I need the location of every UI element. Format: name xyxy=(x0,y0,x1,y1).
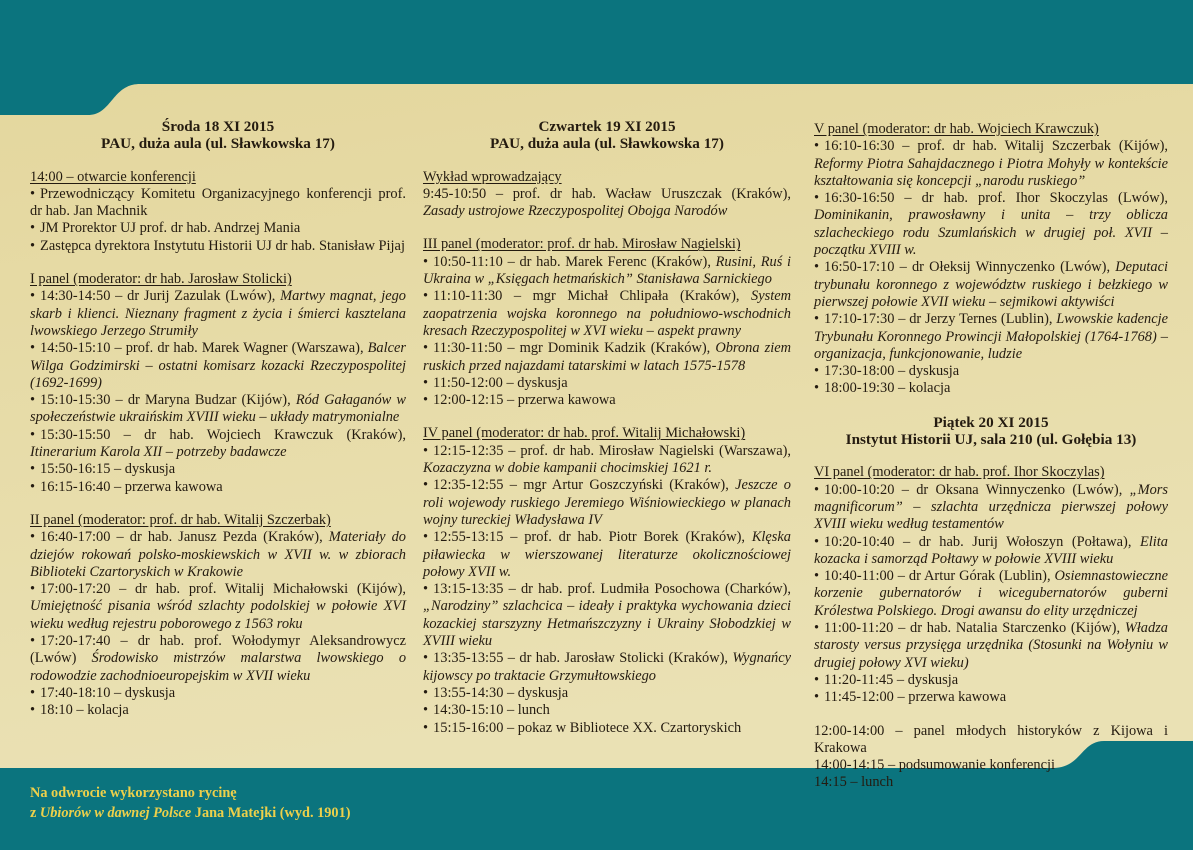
talk-info: 13:15-13:35 – dr hab. prof. Ludmiła Posochowa (Charków), xyxy=(433,581,791,598)
bullet-icon: • xyxy=(30,237,36,254)
program-section xyxy=(814,121,1168,398)
day-header xyxy=(30,118,406,153)
day-header xyxy=(814,414,1168,449)
program-item xyxy=(423,650,791,685)
program-item xyxy=(423,340,791,375)
talk-info: 12:55-13:15 – prof. dr hab. Piotr Borek (Kraków), xyxy=(433,529,752,546)
section-title: 14:00 – otwarcie konferencji xyxy=(30,168,196,185)
bullet-icon: • xyxy=(814,671,820,688)
bullet-icon: • xyxy=(423,392,429,409)
talk-info: 11:20-11:45 – dyskusja xyxy=(824,671,959,688)
talk-info: 17:00-17:20 – dr hab. prof. Witalij Michałowski (Kijów), xyxy=(40,581,406,598)
program-item xyxy=(423,254,791,289)
program-item xyxy=(814,723,1168,758)
bullet-icon: • xyxy=(30,340,36,357)
bullet-icon: • xyxy=(30,633,36,650)
talk-info: 15:30-15:50 – dr hab. Wojciech Krawczuk (Kraków), xyxy=(40,426,406,443)
bullet-icon: • xyxy=(814,481,820,498)
section-title: Wykład wprowadzający xyxy=(423,168,562,185)
bullet-icon: • xyxy=(30,426,36,443)
program-item xyxy=(423,685,791,702)
talk-title: Rusini, Ruś i Ukraina w „Księgach hetmańskich” Stanisława Sarnickiego xyxy=(423,253,791,288)
day-date: Środa 18 XI 2015 xyxy=(161,118,275,135)
talk-info: 13:35-13:55 – dr hab. Jarosław Stolicki (Kraków), xyxy=(433,650,733,667)
program-item xyxy=(30,633,406,685)
talk-title: Dominikanin, prawosławny i unita – trzy oblicza szlacheckiego rodu Szumlańskich w drugiej poł. XVII – początku XVIII w. xyxy=(814,207,1168,259)
talk-info: 11:30-11:50 – mgr Dominik Kadzik (Kraków), xyxy=(433,340,716,357)
bullet-icon: • xyxy=(814,363,820,380)
bullet-icon: • xyxy=(423,581,429,598)
talk-title: Balcer Wilga Godzimirski – ostatni komisarz kozacki Rzeczypospolitej (1692-1699) xyxy=(30,340,406,391)
day-date: Piątek 20 XI 2015 xyxy=(933,413,1049,431)
day-venue: Instytut Historii UJ, sala 210 (ul. Gołębia 13) xyxy=(845,431,1137,449)
talk-info: 11:45-12:00 – przerwa kawowa xyxy=(824,689,1007,706)
program-item xyxy=(814,138,1168,190)
program-item xyxy=(30,685,406,702)
talk-title: Materiały do dziejów rokowań polsko-moskiewskich w XVII w. w zbiorach Biblioteki Czartoryskich w Krakowie xyxy=(30,529,406,580)
program-item xyxy=(814,534,1168,569)
talk-info: JM Prorektor UJ prof. dr hab. Andrzej Mania xyxy=(40,220,301,237)
program-item xyxy=(30,288,406,340)
program-item xyxy=(423,529,791,581)
talk-info: 11:50-12:00 – dyskusja xyxy=(433,374,568,391)
talk-info: 9:45-10:50 – prof. dr hab. Wacław Uruszczak (Kraków), xyxy=(423,185,791,202)
bullet-icon: • xyxy=(814,380,820,397)
program-section xyxy=(423,425,791,736)
talk-info: 17:40-18:10 – dyskusja xyxy=(40,684,176,701)
talk-info: 17:20-17:40 – dr hab. prof. Wołodymyr Aleksandrowycz (Lwów) xyxy=(30,633,406,667)
program-item xyxy=(30,479,406,496)
footer-line2 xyxy=(30,803,350,823)
talk-info: 14:30-14:50 – dr Jurij Zazulak (Lwów), xyxy=(40,288,281,305)
program-item xyxy=(814,363,1168,380)
talk-info: 18:10 – kolacja xyxy=(40,702,129,719)
program-item xyxy=(814,259,1168,311)
talk-title: System zaopatrzenia wojska koronnego na południowo-wschodnich kresach Rzeczypospolitej w XVI wieku – aspekt prawny xyxy=(423,288,791,339)
talk-info: 12:00-12:15 – przerwa kawowa xyxy=(433,392,616,409)
section-title: III panel (moderator: prof. dr hab. Mirosław Nagielski) xyxy=(423,236,741,253)
bullet-icon: • xyxy=(30,684,36,701)
talk-info: 15:50-16:15 – dyskusja xyxy=(40,461,176,478)
section-title: IV panel (moderator: dr hab. prof. Witalij Michałowski) xyxy=(423,425,746,442)
talk-title: Elita kozacka i samorząd Połtawy w połowie XVIII wieku xyxy=(814,533,1168,567)
section-title: VI panel (moderator: dr hab. prof. Ihor Skoczylas) xyxy=(814,464,1105,481)
footer-line1: Na odwrocie wykorzystano rycinę xyxy=(30,785,237,801)
talk-title: Ród Gałaganów w społeczeństwie ukraińskim XVIII wieku – układy matrymonialne xyxy=(30,392,407,426)
section-title: V panel (moderator: dr hab. Wojciech Krawczuk) xyxy=(814,121,1099,137)
talk-title: „Narodziny” szlachcica – ideały i praktyka wychowania dzieci kozackiej starszyzny Hetmańszczyzny i Ukrainy Słobodzkiej w XVIII wieku xyxy=(423,598,791,650)
talk-info: 16:50-17:10 – dr Ołeksij Winnyczenko (Lwów), xyxy=(824,259,1116,276)
bullet-icon: • xyxy=(423,340,429,357)
bullet-icon: • xyxy=(423,442,429,459)
day-venue: PAU, duża aula (ul. Sławkowska 17) xyxy=(101,135,335,153)
talk-title: Władza starosty versus przysięga urzędnika (Stosunki na Wołyniu w drugiej połowy XVI wieku) xyxy=(814,620,1168,671)
bullet-icon: • xyxy=(814,689,820,706)
talk-info: 16:15-16:40 – przerwa kawowa xyxy=(40,478,223,495)
bullet-icon: • xyxy=(423,374,429,391)
day-header xyxy=(423,118,791,153)
talk-info: 12:35-12:55 – mgr Artur Goszczyński (Kraków), xyxy=(433,477,736,494)
talk-title: Lwowskie kadencje Trybunału Koronnego Prowincji Małopolskiej (1764-1768) – organizacja, funkcjonowanie, ludzie xyxy=(814,311,1168,362)
program-item xyxy=(814,620,1168,672)
talk-title: Jeszcze o roli wojewody ruskiego Jeremiego Wiśniowieckiego w planach wojny tureckiej Władysława IV xyxy=(423,477,791,528)
bullet-icon: • xyxy=(814,533,820,550)
talk-info: 13:55-14:30 – dyskusja xyxy=(433,684,569,701)
talk-info: Zastępca dyrektora Instytutu Historii UJ dr hab. Stanisław Pijaj xyxy=(40,237,405,254)
bullet-icon: • xyxy=(30,288,36,305)
program-item xyxy=(814,672,1168,689)
bullet-icon: • xyxy=(30,392,36,409)
bullet-icon: • xyxy=(30,478,36,495)
program-item xyxy=(423,702,791,719)
talk-title: Obrona ziem ruskich przed najazdami tatarskimi w latach 1575-1578 xyxy=(423,340,791,374)
day-date: Czwartek 19 XI 2015 xyxy=(538,118,676,135)
program-item xyxy=(814,757,1168,774)
program-item xyxy=(30,581,406,633)
program-item xyxy=(814,190,1168,259)
bullet-icon: • xyxy=(423,684,429,701)
bullet-icon: • xyxy=(423,253,429,270)
section-title: I panel (moderator: dr hab. Jarosław Stolicki) xyxy=(30,271,292,288)
footer-line2-suffix: Jana Matejki (wyd. 1901) xyxy=(191,805,351,821)
talk-info: 15:15-16:00 – pokaz w Bibliotece XX. Czartoryskich xyxy=(433,719,742,736)
section-title: II panel (moderator: prof. dr hab. Witalij Szczerbak) xyxy=(30,511,331,528)
program-item xyxy=(30,427,406,462)
bullet-icon: • xyxy=(423,719,429,736)
bullet-icon: • xyxy=(30,529,36,546)
bullet-icon: • xyxy=(814,190,820,207)
program-section xyxy=(30,512,406,720)
program-item xyxy=(423,392,791,409)
program-item xyxy=(423,288,791,340)
program-item xyxy=(423,477,791,529)
talk-info: 12:00-14:00 – panel młodych historyków z Kijowa i Krakowa xyxy=(814,722,1168,756)
program-item xyxy=(30,238,406,255)
bullet-icon: • xyxy=(814,311,820,328)
program-item xyxy=(30,392,406,427)
program-item xyxy=(814,568,1168,620)
talk-title: Wygnańcy kijowscy po traktacie Grzymułtowskiego xyxy=(423,650,791,684)
talk-info: 14:15 – lunch xyxy=(814,774,894,791)
talk-info: 15:10-15:30 – dr Maryna Budzar (Kijów), xyxy=(40,392,296,409)
footer-line2-title: Ubiorów w dawnej Polsce xyxy=(39,805,192,821)
footer-line2-prefix: z xyxy=(30,805,40,821)
program-section xyxy=(423,236,791,409)
program-item xyxy=(30,220,406,237)
talk-info: 18:00-19:30 – kolacja xyxy=(824,380,951,397)
program-section xyxy=(423,169,791,221)
program-item xyxy=(814,482,1168,534)
talk-info: 10:00-10:20 – dr Oksana Winnyczenko (Lwów), xyxy=(824,481,1130,498)
bullet-icon: • xyxy=(423,529,429,546)
bullet-icon: • xyxy=(814,568,820,585)
program-section xyxy=(814,464,1168,706)
talk-title: Reformy Piotra Sahajdacznego i Piotra Mohyły w kontekście kształtowania się koncepcji „narodu ruskiego” xyxy=(814,155,1168,189)
bullet-icon: • xyxy=(30,220,36,237)
talk-info: 16:10-16:30 – prof. dr hab. Witalij Szczerbak (Kijów), xyxy=(824,138,1168,155)
bullet-icon: • xyxy=(814,259,820,276)
footer-note xyxy=(30,783,350,823)
program-item xyxy=(423,186,791,221)
talk-info: 11:10-11:30 – mgr Michał Chlipała (Kraków), xyxy=(433,288,752,305)
program-section xyxy=(30,271,406,496)
talk-info: 11:00-11:20 – dr hab. Natalia Starczenko (Kijów), xyxy=(824,620,1125,637)
program-item xyxy=(814,380,1168,397)
program-item xyxy=(30,186,406,221)
program-item xyxy=(30,529,406,581)
bullet-icon: • xyxy=(30,702,36,719)
talk-info: 16:30-16:50 – dr hab. prof. Ihor Skoczylas (Lwów), xyxy=(824,190,1168,207)
day-venue: PAU, duża aula (ul. Sławkowska 17) xyxy=(490,135,724,153)
bullet-icon: • xyxy=(30,185,36,202)
program-item xyxy=(30,702,406,719)
talk-title: Osiemnastowieczne korzenie gubernatorów i wicegubernatorów guberni Królestwa Polskiego. Drogi awansu do elity urzędniczej xyxy=(814,568,1168,619)
program-section xyxy=(814,723,1168,792)
bullet-icon: • xyxy=(423,288,429,305)
talk-info: 14:50-15:10 – prof. dr hab. Marek Wagner (Warszawa), xyxy=(40,340,368,357)
bullet-icon: • xyxy=(30,581,36,598)
column-wednesday xyxy=(30,118,406,720)
program-item xyxy=(423,443,791,478)
talk-info: 14:00-14:15 – podsumowanie konferencji xyxy=(814,757,1055,774)
column-thursday xyxy=(423,118,791,737)
talk-title: Środowisko mistrzów malarstwa lwowskiego o rodowodzie zachodnioeuropejskim w XVII wieku xyxy=(30,650,407,684)
talk-title: Martwy magnat, jego skarb i klienci. Nieznany fragment z życia i śmierci kasztelana lwowskiego Jerzego Strumiły xyxy=(30,288,406,339)
bullet-icon: • xyxy=(423,477,429,494)
program-item xyxy=(423,720,791,737)
program-item xyxy=(30,461,406,478)
talk-info: 14:30-15:10 – lunch xyxy=(433,702,550,719)
talk-info: 12:15-12:35 – prof. dr hab. Mirosław Nagielski (Warszawa), xyxy=(433,442,791,459)
talk-title: Kozaczyzna w dobie kampanii chocimskiej 1621 r. xyxy=(423,460,712,477)
talk-title: Umiejętność pisania wśród szlachty podolskiej w połowie XVI wieku według rejestru poborowego z 1563 roku xyxy=(30,598,406,632)
program-section xyxy=(30,169,406,255)
talk-info: Przewodniczący Komitetu Organizacyjnego konferencji prof. dr hab. Jan Machnik xyxy=(30,185,406,220)
talk-info: 10:20-10:40 – dr hab. Jurij Wołoszyn (Połtawa), xyxy=(824,533,1141,550)
talk-title: Itinerarium Karola XII – potrzeby badawcze xyxy=(30,444,287,461)
program-item xyxy=(423,581,791,650)
bullet-icon: • xyxy=(423,702,429,719)
bullet-icon: • xyxy=(423,650,429,667)
talk-title: „Mors magnificorum” – szlachta urzędnicza pierwszej połowy XVIII wieku według testamentów xyxy=(814,481,1168,533)
talk-title: Klęska piławiecka w wierszowanej literaturze okolicznościowej połowy XVII w. xyxy=(423,529,791,580)
talk-info: 17:30-18:00 – dyskusja xyxy=(824,363,960,380)
column-friday xyxy=(814,121,1168,792)
talk-info: 10:40-11:00 – dr Artur Górak (Lublin), xyxy=(824,568,1055,585)
program-item xyxy=(423,375,791,392)
program-item xyxy=(814,689,1168,706)
talk-info: 16:40-17:00 – dr hab. Janusz Pezda (Kraków), xyxy=(40,529,329,546)
program-item xyxy=(814,311,1168,363)
talk-title: Zasady ustrojowe Rzeczypospolitej Obojga Narodów xyxy=(423,203,728,220)
bullet-icon: • xyxy=(30,461,36,478)
program-item xyxy=(814,774,1168,791)
talk-title: Deputaci trybunału koronnego z województw ruskiego i bełzkiego w pierwszej połowie XVII wieku – sejmikowi aktywiści xyxy=(814,259,1168,310)
bullet-icon: • xyxy=(814,620,820,637)
bullet-icon: • xyxy=(814,138,820,155)
talk-info: 17:10-17:30 – dr Jerzy Ternes (Lublin), xyxy=(824,311,1057,328)
talk-info: 10:50-11:10 – dr hab. Marek Ferenc (Kraków), xyxy=(433,253,716,270)
program-item xyxy=(30,340,406,392)
